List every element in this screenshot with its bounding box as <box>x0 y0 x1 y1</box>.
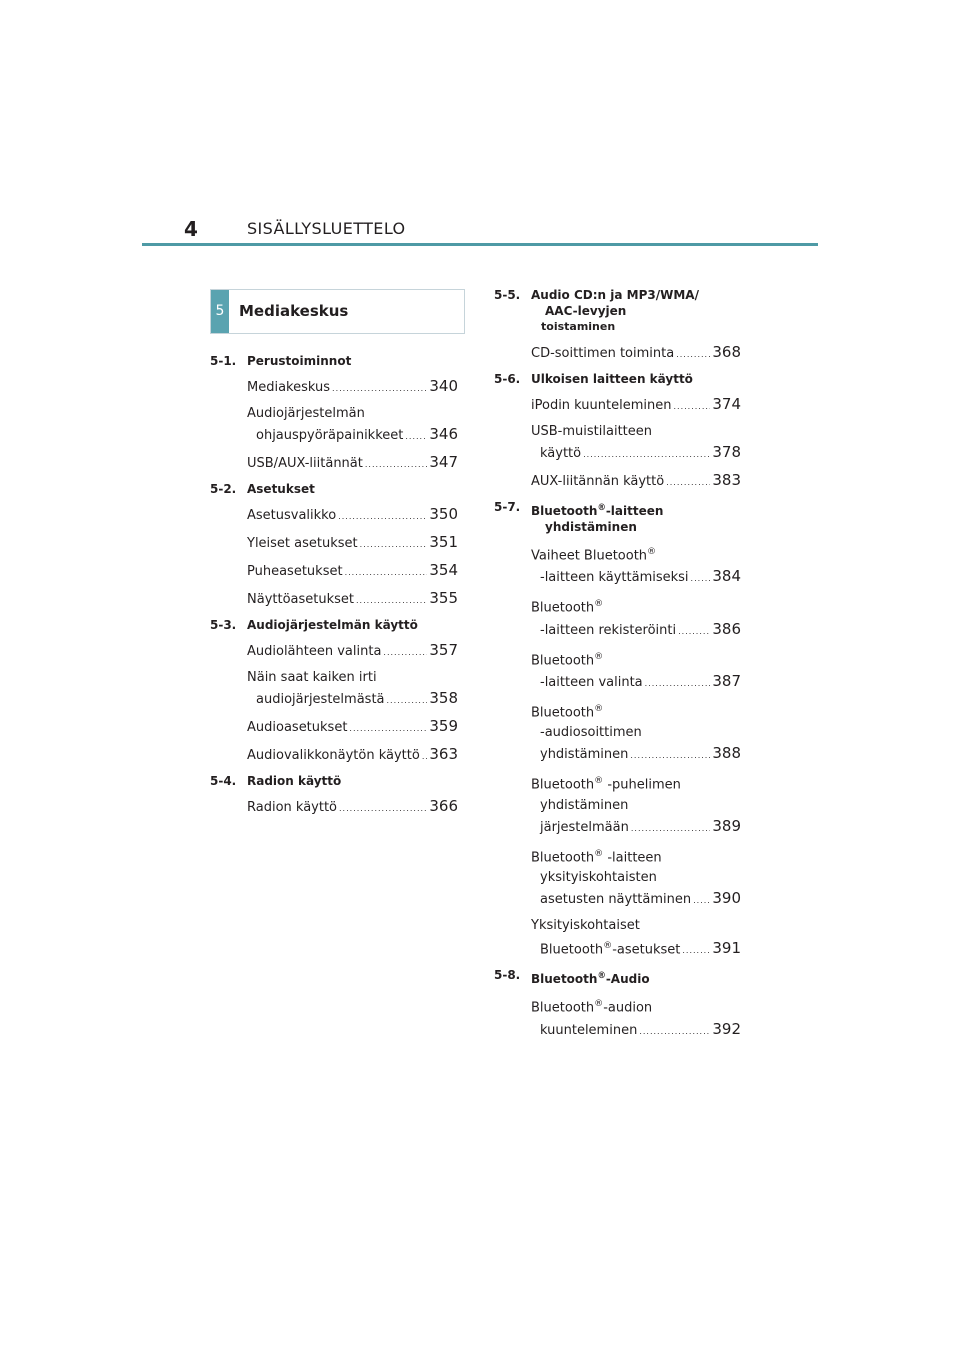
toc-entry[interactable] <box>531 771 741 838</box>
toc-entry-text: Mediakeskus <box>247 380 331 395</box>
toc-entry-text: Bluetooth® <box>531 599 604 616</box>
page-title: SISÄLLYSLUETTELO <box>247 219 406 238</box>
toc-entry[interactable] <box>531 470 741 493</box>
toc-entry[interactable] <box>531 342 741 365</box>
toc-page-number: 340 <box>429 377 458 395</box>
toc-page-number: 388 <box>712 744 741 763</box>
toc-entry[interactable] <box>247 452 458 475</box>
dot-leader <box>345 563 428 583</box>
dot-leader <box>682 941 710 961</box>
dot-leader <box>639 1022 710 1042</box>
toc-entry[interactable] <box>531 699 741 766</box>
toc-entry[interactable] <box>247 560 458 583</box>
toc-entry-text: Yleiset asetukset <box>247 536 358 551</box>
toc-chapter-heading <box>494 967 741 987</box>
toc-entry-text: Bluetooth® -puhelimen <box>531 776 681 793</box>
toc-entry-last-line <box>531 936 741 961</box>
toc-entry-last-line <box>247 504 458 527</box>
toc-chapter-heading <box>494 371 741 387</box>
dot-leader <box>332 379 427 399</box>
toc-entry-last-line <box>531 743 741 766</box>
toc-entry-last-line <box>247 640 458 663</box>
toc-entry-text: Audioasetukset <box>247 720 348 735</box>
dot-leader <box>666 473 710 493</box>
toc-entry-last-line <box>531 470 741 493</box>
toc-chapter-group <box>210 353 458 475</box>
dot-leader <box>645 674 711 694</box>
toc-entry-text: iPodin kuunteleminen <box>531 398 672 413</box>
toc-page-number: 358 <box>429 689 458 707</box>
toc-entry-text: Bluetooth® <box>531 651 604 668</box>
toc-page-number: 387 <box>712 671 741 690</box>
toc-chapter-title <box>531 287 741 335</box>
dot-leader <box>678 622 710 642</box>
toc-chapter-heading <box>210 353 458 369</box>
toc-chapter-group <box>210 481 458 611</box>
toc-entry-last-line <box>531 671 741 694</box>
toc-page-number: 368 <box>712 343 741 361</box>
toc-entry[interactable] <box>247 716 458 739</box>
toc-right-column <box>494 287 741 1048</box>
toc-entry-text: -laitteen rekisteröinti <box>540 622 677 638</box>
toc-entry[interactable] <box>531 994 741 1041</box>
toc-entry-last-line <box>247 560 458 583</box>
toc-entry-text: USB/AUX-liitännät <box>247 456 363 471</box>
section-heading <box>210 289 465 334</box>
toc-page-number: 354 <box>429 561 458 579</box>
toc-entry-last-line <box>531 816 741 839</box>
toc-page-number: 389 <box>712 816 741 835</box>
toc-chapter-number: 5-8. <box>494 968 521 983</box>
toc-entry-last-line <box>531 342 741 365</box>
toc-entry-text: Radion käyttö <box>247 800 338 815</box>
dot-leader <box>631 819 711 839</box>
toc-chapter-title-line: Bluetooth®-Audio <box>531 970 650 987</box>
toc-chapter-title <box>247 617 458 633</box>
toc-page-number: 384 <box>712 567 741 586</box>
toc-chapter-heading <box>494 499 741 535</box>
toc-entry[interactable] <box>247 504 458 527</box>
toc-page-number: 350 <box>429 505 458 523</box>
toc-entry[interactable] <box>247 532 458 555</box>
toc-entry-text: audiojärjestelmästä <box>256 692 385 707</box>
dot-leader <box>356 591 427 611</box>
toc-entry-last-line <box>247 716 458 739</box>
dot-leader <box>338 507 427 527</box>
toc-entry-text: Audiolähteen valinta <box>247 644 382 659</box>
toc-chapter-title-line: Asetukset <box>247 482 315 496</box>
dot-leader <box>691 569 711 589</box>
toc-chapter-title-line: Audiojärjestelmän käyttö <box>247 618 418 632</box>
toc-page-number: 374 <box>712 395 741 413</box>
dot-leader <box>583 445 710 465</box>
toc-chapter-number: 5-6. <box>494 372 521 386</box>
toc-entry-last-line <box>531 619 741 642</box>
toc-entry-text: -audiosoittimen <box>540 725 642 741</box>
toc-chapter-group <box>210 773 458 819</box>
toc-page-number: 363 <box>429 745 458 763</box>
section-number-tab: 5 <box>211 290 229 333</box>
dot-leader <box>673 397 710 417</box>
toc-entry-text: Yksityiskohtaiset <box>531 917 640 933</box>
toc-entry-text: Näyttöasetukset <box>247 592 355 607</box>
dot-leader <box>349 719 427 739</box>
toc-chapter-title-line: Audio CD:n ja MP3/WMA/ <box>531 288 699 302</box>
dot-leader <box>405 427 427 447</box>
dot-leader <box>630 746 710 766</box>
toc-chapter-number: 5-1. <box>210 354 237 368</box>
dot-leader <box>339 799 427 819</box>
toc-entry-text: asetusten näyttäminen <box>540 891 692 907</box>
toc-page-number: 390 <box>712 888 741 907</box>
toc-entry-text: USB-muistilaitteen <box>531 424 652 439</box>
toc-page-number: 347 <box>429 453 458 471</box>
toc-chapter-title-line: toistaminen <box>541 320 616 333</box>
toc-chapter-number: 5-5. <box>494 288 521 302</box>
toc-entry-last-line <box>247 424 458 447</box>
toc-chapter-title-line: Bluetooth®-laitteen <box>531 502 664 518</box>
toc-chapter-title-line: Ulkoisen laitteen käyttö <box>531 372 693 386</box>
toc-page-number: 355 <box>429 589 458 607</box>
toc-entry[interactable] <box>531 594 741 641</box>
toc-left-column <box>210 353 458 825</box>
toc-chapter-number: 5-2. <box>210 482 237 496</box>
toc-page-number: 346 <box>429 425 458 443</box>
toc-chapter-group <box>494 967 741 1041</box>
toc-chapter-title-line: AAC-levyjen <box>545 304 627 318</box>
toc-entry-text: Bluetooth® <box>531 703 604 721</box>
toc-chapter-title <box>247 481 458 497</box>
toc-chapter-group <box>494 371 741 493</box>
toc-entry[interactable] <box>247 668 458 711</box>
dot-leader <box>360 535 428 555</box>
toc-entry-last-line <box>247 532 458 555</box>
toc-entry[interactable] <box>247 376 458 399</box>
toc-entry-last-line <box>247 452 458 475</box>
toc-entry-text: käyttö <box>540 446 582 461</box>
toc-entry-last-line <box>531 394 741 417</box>
toc-chapter-heading <box>210 617 458 633</box>
toc-entry[interactable] <box>247 588 458 611</box>
toc-chapter-group <box>494 287 741 365</box>
toc-chapter-title-line: Perustoiminnot <box>247 354 352 368</box>
toc-chapter-number: 5-3. <box>210 618 237 632</box>
toc-entry[interactable] <box>531 542 741 589</box>
toc-chapter-title <box>247 773 458 789</box>
toc-page-number: 383 <box>712 471 741 489</box>
toc-entry-text: kuunteleminen <box>540 1022 638 1038</box>
dot-leader <box>383 643 427 663</box>
dot-leader <box>365 455 427 475</box>
toc-entry-text: Vaiheet Bluetooth® <box>531 547 657 564</box>
toc-entry[interactable] <box>247 640 458 663</box>
toc-chapter-group <box>210 617 458 767</box>
dot-leader <box>422 747 428 767</box>
toc-entry-text: -laitteen valinta <box>540 674 643 690</box>
toc-entry[interactable] <box>247 404 458 447</box>
toc-entry[interactable] <box>247 744 458 767</box>
toc-entry-text: Näin saat kaiken irti <box>247 670 377 685</box>
toc-entry-text: Puheasetukset <box>247 564 343 579</box>
toc-entry-last-line <box>247 744 458 767</box>
toc-entry-last-line <box>531 888 741 911</box>
toc-chapter-group <box>494 499 741 961</box>
toc-entry[interactable] <box>531 394 741 417</box>
toc-chapter-title <box>247 353 458 369</box>
toc-entry-last-line <box>247 588 458 611</box>
toc-chapter-title <box>531 371 741 387</box>
toc-entry-text: yksityiskohtaisten <box>540 869 657 885</box>
toc-entry-text: Asetusvalikko <box>247 508 337 523</box>
toc-chapter-heading <box>210 773 458 789</box>
toc-chapter-title-line: Radion käyttö <box>247 774 342 788</box>
toc-page-number: 378 <box>712 443 741 461</box>
toc-entry-text: Bluetooth®-asetukset <box>540 940 681 958</box>
toc-chapter-heading <box>210 481 458 497</box>
toc-entry[interactable] <box>531 647 741 694</box>
toc-entry-text: yhdistäminen <box>540 797 629 813</box>
toc-chapter-title <box>531 967 741 987</box>
toc-page-number: 386 <box>712 619 741 638</box>
toc-entry-text: ohjauspyöräpainikkeet <box>256 428 404 443</box>
toc-chapter-number: 5-4. <box>210 774 237 788</box>
toc-entry-last-line <box>531 442 741 465</box>
dot-leader <box>693 891 710 911</box>
toc-entry-text: Bluetooth® -laitteen <box>531 848 662 865</box>
toc-entry[interactable] <box>531 844 741 911</box>
toc-entry-last-line <box>531 566 741 589</box>
toc-entry-text: Audiojärjestelmän <box>247 406 365 421</box>
toc-entry-last-line <box>247 688 458 711</box>
toc-entry-text: AUX-liitännän käyttö <box>531 474 665 489</box>
toc-entry-text: CD-soittimen toiminta <box>531 346 675 361</box>
toc-entry[interactable] <box>247 796 458 819</box>
toc-entry-text: -laitteen käyttämiseksi <box>540 570 689 586</box>
toc-entry[interactable] <box>531 422 741 465</box>
toc-entry-text: yhdistäminen <box>540 747 629 763</box>
toc-entry-text: Bluetooth®-audion <box>531 999 653 1016</box>
toc-entry-last-line <box>247 796 458 819</box>
toc-entry-text: järjestelmään <box>540 819 629 835</box>
toc-entry[interactable] <box>531 916 741 961</box>
dot-leader <box>387 691 428 711</box>
dot-leader <box>676 345 710 365</box>
toc-entry-last-line <box>531 1019 741 1042</box>
toc-page-number: 359 <box>429 717 458 735</box>
toc-entry-text: Audiovalikkonäytön käyttö <box>247 748 420 763</box>
toc-page-number: 357 <box>429 641 458 659</box>
section-title: Mediakeskus <box>239 302 349 320</box>
toc-page-number: 391 <box>712 939 741 958</box>
toc-page-number: 366 <box>429 797 458 815</box>
toc-page-number: 392 <box>712 1019 741 1038</box>
toc-chapter-heading <box>494 287 741 335</box>
toc-page-number: 351 <box>429 533 458 551</box>
page-number: 4 <box>184 217 198 241</box>
toc-chapter-title-line: yhdistäminen <box>545 520 637 534</box>
header-rule <box>142 243 818 246</box>
toc-chapter-number: 5-7. <box>494 500 521 514</box>
toc-chapter-title <box>531 499 741 535</box>
toc-entry-last-line <box>247 376 458 399</box>
